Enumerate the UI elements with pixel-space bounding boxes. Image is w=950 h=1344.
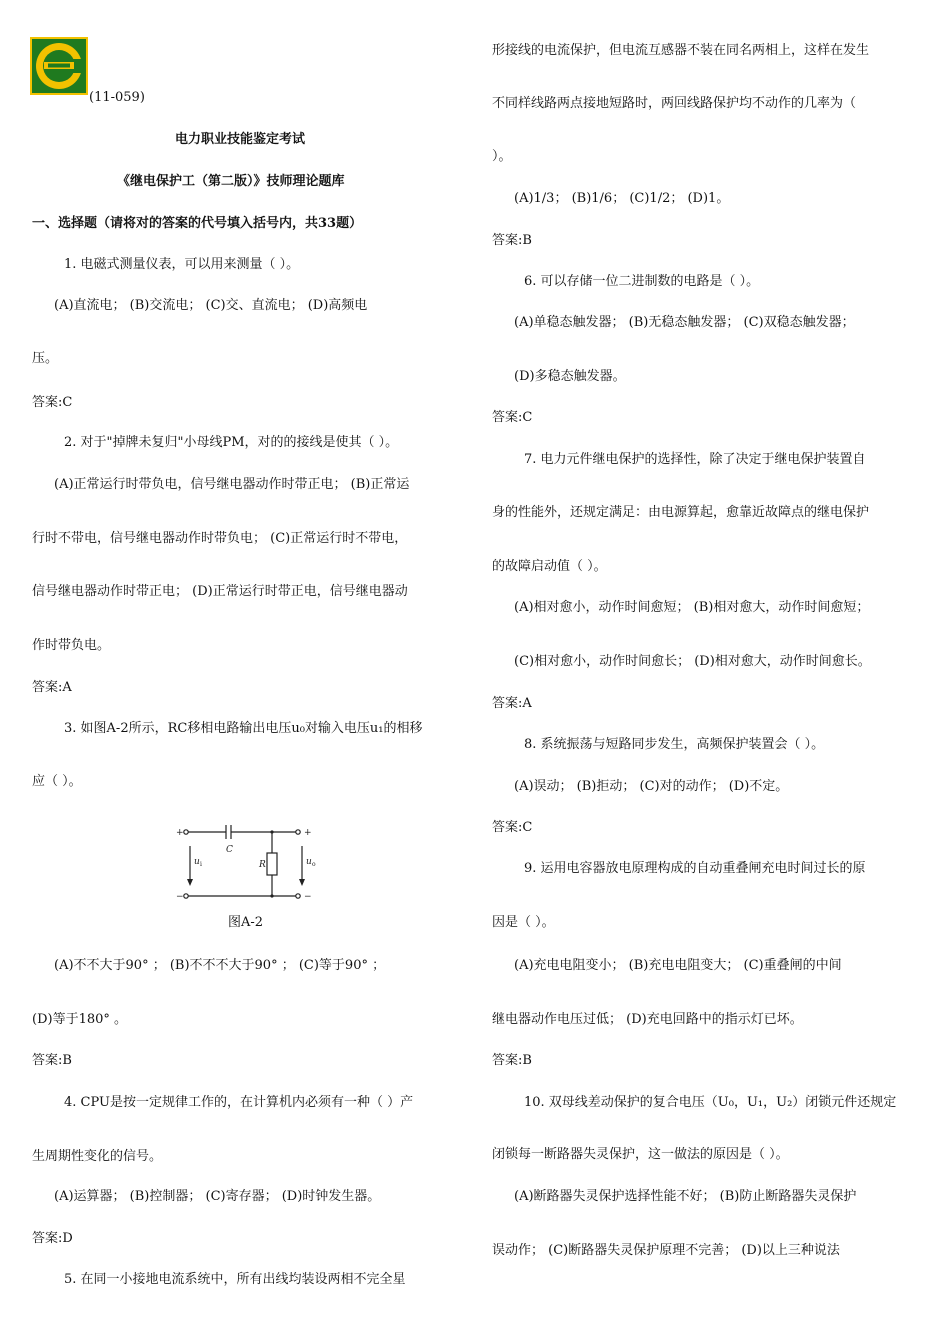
answer-4: 答案:D [32,1231,73,1246]
question-7-options: (A)相对愈小，动作时间愈短； (B)相对愈大，动作时间愈短； [514,600,870,615]
question-3-options-cont: (D)等于180° 。 [32,1012,128,1027]
question-8: 8. 系统振荡与短路同步发生，高频保护装置会（ ）。 [524,737,825,752]
question-6-options-cont: (D)多稳态触发器。 [514,369,626,384]
question-2-options-cont: 作时带负电。 [32,638,111,653]
question-10: 10. 双母线差动保护的复合电压（U₀，U₁，U₂）闭锁元件还规定 [524,1095,897,1110]
answer-2: 答案:A [32,680,72,695]
fig-input-voltage-label: u [194,857,200,867]
question-4-options: (A)运算器； (B)控制器； (C)寄存器； (D)时钟发生器。 [54,1189,381,1204]
question-5: 5. 在同一小接地电流系统中，所有出线均装设两相不完全星 [64,1272,406,1287]
question-10-cont: 闭锁每一断路器失灵保护，这一做法的原因是（ ）。 [492,1147,789,1162]
question-5-options: (A)1/3； (B)1/6； (C)1/2； (D)1。 [514,191,730,206]
answer-9: 答案:B [492,1053,532,1068]
question-10-options: (A)断路器失灵保护选择性能不好； (B)防止断路器失灵保护 [514,1189,857,1204]
question-2-options-cont: 信号继电器动作时带正电； (D)正常运行时带正电，信号继电器动 [32,584,408,599]
question-9-options: (A)充电电阻变小； (B)充电电阻变大； (C)重叠闸的中间 [514,958,842,973]
question-4: 4. CPU是按一定规律工作的，在计算机内必须有一种（ ）产 [64,1095,414,1110]
question-8-options: (A)误动； (B)拒动； (C)对的动作； (D)不定。 [514,779,789,794]
question-3-options: (A)不不大于90° ； (B)不不不大于90° ； (C)等于90° ； [54,958,386,973]
question-10-options-cont: 误动作； (C)断路器失灵保护原理不完善； (D)以上三种说法 [492,1243,840,1258]
figure-caption: 图A-2 [228,915,264,930]
answer-7: 答案:A [492,696,532,711]
document-code: (11-059) [89,90,145,105]
question-5-cont: ）。 [492,149,512,164]
answer-8: 答案:C [492,820,533,835]
fig-capacitor-label: C [226,845,233,855]
fig-input-voltage-subscript: i [200,861,202,868]
question-9-cont: 因是（ ）。 [492,915,555,930]
answer-1: 答案:C [32,395,73,410]
question-2-options-cont: 行时不带电，信号继电器动作时带负电； (C)正常运行时不带电， [32,531,408,546]
section-heading: 一、选择题（请将对的答案的代号填入括号内，共33题） [32,216,363,231]
question-7-cont: 的故障启动值（ ）。 [492,559,607,574]
answer-3: 答案:B [32,1053,72,1068]
question-3: 3. 如图A-2所示，RC移相电路输出电压u₀对输入电压u₁的相移 [64,721,423,736]
question-6: 6. 可以存储一位二进制数的电路是（ ）。 [524,274,760,289]
company-logo [30,37,88,95]
fig-plus-right: + [304,828,312,838]
question-2-options: (A)正常运行时带负电，信号继电器动作时带正电； (B)正常运 [54,477,410,492]
page-subtitle: 《继电保护工（第二版）》技师理论题库 [117,174,345,189]
question-3-cont: 应（ ）。 [32,774,82,789]
fig-minus-left: − [176,892,184,902]
fig-minus-right: − [304,892,312,902]
question-4-cont: 生周期性变化的信号。 [32,1149,163,1164]
question-1: 1. 电磁式测量仪表，可以用来测量（ ）。 [64,257,300,272]
fig-plus-left: + [176,828,184,838]
fig-output-voltage-subscript: o [312,861,316,868]
question-5-cont: 不同样线路两点接地短路时，两回线路保护均不动作的几率为（ [492,96,857,111]
answer-5: 答案:B [492,233,532,248]
question-2: 2. 对于"掉牌未复归"小母线PM，对的的接线是使其（ ）。 [64,435,399,450]
question-1-options: (A)直流电； (B)交流电； (C)交、直流电； (D)高频电 [54,298,368,313]
question-7-options-cont: (C)相对愈小，动作时间愈长； (D)相对愈大，动作时间愈长。 [514,654,871,669]
question-1-options-cont: 压。 [32,351,59,366]
page-title: 电力职业技能鉴定考试 [175,132,306,147]
question-5-cont: 形接线的电流保护，但电流互感器不装在同名两相上，这样在发生 [492,43,870,58]
fig-output-voltage-label: u [306,857,312,867]
question-7: 7. 电力元件继电保护的选择性，除了决定于继电保护装置自 [524,452,866,467]
answer-6: 答案:C [492,410,533,425]
question-7-cont: 身的性能外，还规定满足：由电源算起，愈靠近故障点的继电保护 [492,505,870,520]
rc-circuit-figure [176,822,322,906]
fig-resistor-label: R [259,860,266,870]
question-9: 9. 运用电容器放电原理构成的自动重叠闸充电时间过长的原 [524,861,866,876]
question-6-options: (A)单稳态触发器； (B)无稳态触发器； (C)双稳态触发器； [514,315,855,330]
question-9-options-cont: 继电器动作电压过低； (D)充电回路中的指示灯已坏。 [492,1012,803,1027]
